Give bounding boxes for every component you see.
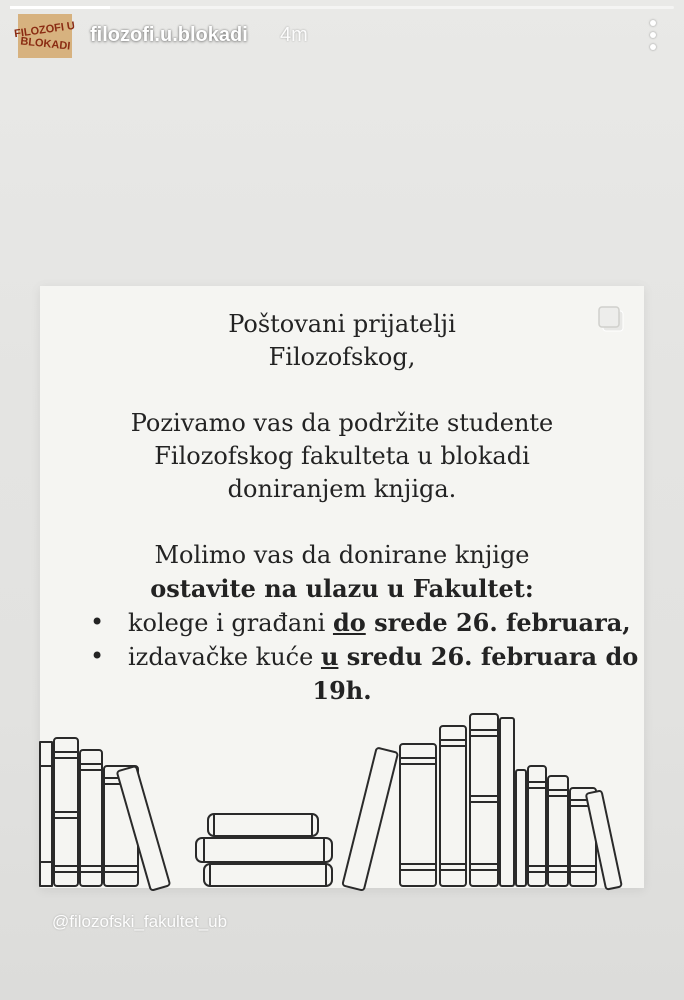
post-card[interactable] — [40, 286, 644, 888]
story-username[interactable]: filozofi.u.blokadi — [90, 24, 248, 46]
story-header — [13, 14, 668, 54]
bullet-continuation: 19h. — [312, 676, 372, 705]
paragraph-line: Molimo vas da donirane knjige — [154, 541, 530, 569]
bookshelf-illustration — [40, 706, 644, 888]
books-right-group — [342, 714, 621, 891]
emphasis-line: ostavite na ulazu u Fakultet: — [150, 574, 534, 603]
greeting-line: Filozofskog, — [268, 343, 416, 371]
mention-sticker[interactable]: @filozofski_fakultet_ub — [52, 912, 228, 931]
bullet-dot: • — [90, 608, 105, 636]
svg-text:BLOKADI: BLOKADI — [19, 35, 71, 53]
svg-text:FILOZOFI U: FILOZOFI U — [13, 19, 76, 41]
bullet-item: • izdavačke kuće u sredu 26. februara do — [90, 642, 639, 671]
story-timestamp: 4m — [280, 24, 308, 46]
bullet-item: • kolege i građani do srede 26. februara, — [90, 608, 631, 637]
story-progress-bar — [10, 6, 674, 9]
paragraph-line: Filozofskog fakulteta u blokadi — [154, 442, 530, 470]
bullet-dot: • — [90, 642, 105, 670]
post-text — [40, 308, 644, 708]
paragraph-line: doniranjem knjiga. — [227, 475, 457, 503]
avatar-logo — [13, 14, 76, 58]
story-progress-fill — [10, 6, 110, 9]
books-left-group — [40, 738, 170, 891]
more-vertical-icon[interactable] — [646, 20, 660, 50]
avatar[interactable] — [13, 14, 76, 58]
books-middle-stack — [196, 814, 332, 886]
paragraph-line: Pozivamo vas da podržite studente — [130, 409, 554, 437]
greeting-line: Poštovani prijatelji — [228, 310, 456, 338]
